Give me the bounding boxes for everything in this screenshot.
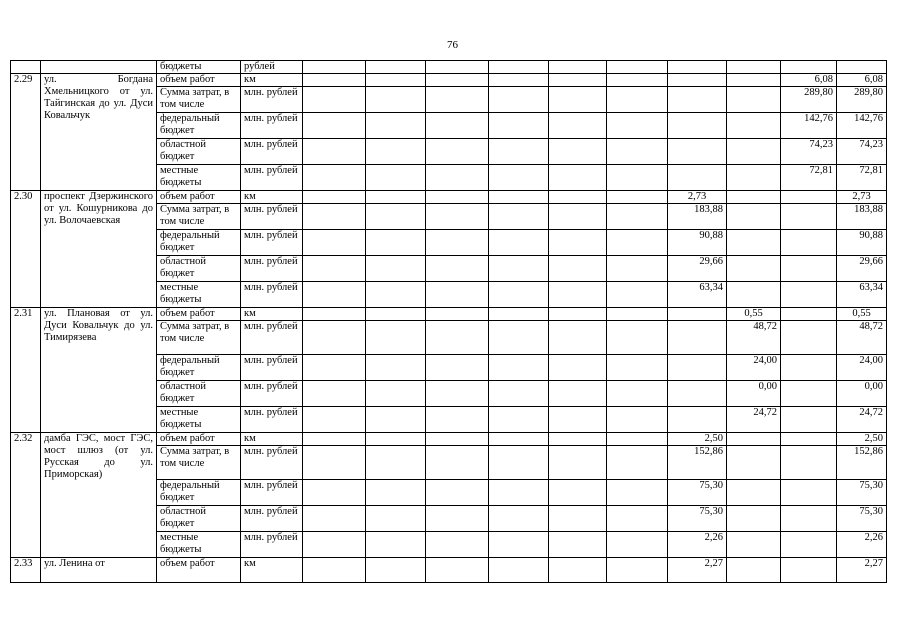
- indicator-cell: федеральный бюджет: [157, 355, 241, 381]
- empty-cell: [781, 407, 837, 433]
- empty-cell: [607, 282, 668, 308]
- empty-cell: [366, 407, 426, 433]
- unit-cell: млн. рублей: [241, 381, 303, 407]
- empty-cell: [303, 433, 366, 446]
- empty-cell: [727, 74, 781, 87]
- value-cell: 152,86: [668, 446, 727, 480]
- unit-cell: км: [241, 433, 303, 446]
- empty-cell: [489, 256, 549, 282]
- empty-cell: [727, 191, 781, 204]
- empty-cell: [607, 74, 668, 87]
- indicator-cell: местные бюджеты: [157, 532, 241, 558]
- empty-cell: [549, 191, 607, 204]
- empty-cell: [489, 433, 549, 446]
- unit-cell: млн. рублей: [241, 113, 303, 139]
- empty-cell: [489, 446, 549, 480]
- empty-cell: [489, 113, 549, 139]
- empty-cell: [727, 480, 781, 506]
- value-cell: 0,55: [727, 308, 781, 321]
- empty-cell: [426, 407, 489, 433]
- indicator-cell: Сумма затрат, в том числе: [157, 87, 241, 113]
- address-cell: ул. Ленина от: [41, 558, 157, 583]
- value-cell: 74,23: [781, 139, 837, 165]
- empty-cell: [781, 256, 837, 282]
- empty-cell: [668, 321, 727, 355]
- empty-cell: [489, 87, 549, 113]
- empty-cell: [426, 165, 489, 191]
- empty-cell: [727, 204, 781, 230]
- empty-cell: [489, 407, 549, 433]
- total-cell: 183,88: [837, 204, 887, 230]
- empty-cell: [549, 204, 607, 230]
- table-row: [11, 191, 887, 204]
- empty-cell: [303, 446, 366, 480]
- empty-cell: [549, 308, 607, 321]
- empty-cell: [489, 74, 549, 87]
- value-cell: 75,30: [668, 506, 727, 532]
- empty-cell: [426, 256, 489, 282]
- empty-cell: [489, 165, 549, 191]
- indicator-cell: объем работ: [157, 191, 241, 204]
- empty-cell: [489, 139, 549, 165]
- empty-cell: [607, 446, 668, 480]
- empty-cell: [781, 381, 837, 407]
- row-number: 2.29: [11, 74, 41, 191]
- row-number: 2.30: [11, 191, 41, 308]
- table-row: [11, 433, 887, 446]
- empty-cell: [303, 321, 366, 355]
- empty-cell: [489, 191, 549, 204]
- unit-cell: км: [241, 558, 303, 583]
- total-cell: 6,08: [837, 74, 887, 87]
- empty-cell: [426, 230, 489, 256]
- empty-cell: [489, 204, 549, 230]
- empty-cell: [426, 433, 489, 446]
- empty-cell: [549, 355, 607, 381]
- unit-cell: млн. рублей: [241, 204, 303, 230]
- empty-cell: [549, 480, 607, 506]
- empty-cell: [727, 446, 781, 480]
- empty-cell: [607, 139, 668, 165]
- empty-cell: [426, 446, 489, 480]
- unit-cell: млн. рублей: [241, 139, 303, 165]
- empty-cell: [303, 532, 366, 558]
- empty-cell: [426, 480, 489, 506]
- address-cell: дамба ГЭС, мост ГЭС, мост шлюз (от ул. Русская до ул. Приморская): [41, 433, 157, 558]
- total-cell: 2,50: [837, 433, 887, 446]
- table-row: [11, 74, 887, 87]
- empty-cell: [303, 113, 366, 139]
- empty-cell: [303, 308, 366, 321]
- empty-cell: [607, 558, 668, 583]
- empty-cell: [303, 139, 366, 165]
- total-cell: 0,00: [837, 381, 887, 407]
- empty-cell: [426, 532, 489, 558]
- empty-cell: [366, 308, 426, 321]
- value-cell: 72,81: [781, 165, 837, 191]
- indicator-cell: областной бюджет: [157, 256, 241, 282]
- indicator-cell: Сумма затрат, в том числе: [157, 446, 241, 480]
- unit-cell: млн. рублей: [241, 480, 303, 506]
- unit-cell: млн. рублей: [241, 282, 303, 308]
- empty-cell: [607, 506, 668, 532]
- page-number: 76: [447, 39, 458, 51]
- value-cell: 90,88: [668, 230, 727, 256]
- empty-cell: [303, 355, 366, 381]
- empty-cell: [668, 113, 727, 139]
- address-cell: ул. Плановая от ул. Дуси Ковальчук до ул. Тимирязева: [41, 308, 157, 433]
- empty-cell: [781, 321, 837, 355]
- empty-cell: [668, 308, 727, 321]
- empty-cell: [781, 506, 837, 532]
- empty-cell: [607, 433, 668, 446]
- total-cell: 24,00: [837, 355, 887, 381]
- unit-cell: км: [241, 308, 303, 321]
- value-cell: 183,88: [668, 204, 727, 230]
- empty-cell: [549, 74, 607, 87]
- value-cell: 6,08: [781, 74, 837, 87]
- empty-cell: [607, 256, 668, 282]
- empty-cell: [668, 355, 727, 381]
- empty-cell: [727, 433, 781, 446]
- empty-cell: [727, 113, 781, 139]
- indicator-cell: объем работ: [157, 433, 241, 446]
- empty-cell: [607, 407, 668, 433]
- empty-cell: [366, 230, 426, 256]
- total-cell: 289,80: [837, 87, 887, 113]
- unit-cell: млн. рублей: [241, 446, 303, 480]
- value-cell: 289,80: [781, 87, 837, 113]
- empty-cell: [727, 87, 781, 113]
- unit-cell: млн. рублей: [241, 355, 303, 381]
- empty-cell: [781, 558, 837, 583]
- indicator-cell: федеральный бюджет: [157, 113, 241, 139]
- empty-cell: [426, 74, 489, 87]
- indicator-cell: Сумма затрат, в том числе: [157, 321, 241, 355]
- indicator-cell: областной бюджет: [157, 139, 241, 165]
- address-cell: ул. Богдана Хмельницкого от ул. Тайгинская до ул. Дуси Ковальчук: [41, 74, 157, 191]
- empty-cell: [668, 74, 727, 87]
- table-row: [11, 308, 887, 321]
- empty-cell: [781, 355, 837, 381]
- empty-cell: [426, 308, 489, 321]
- empty-cell: [489, 480, 549, 506]
- indicator-cell: объем работ: [157, 558, 241, 583]
- empty-cell: [366, 321, 426, 355]
- total-cell: 2,73: [837, 191, 887, 204]
- empty-cell: [549, 381, 607, 407]
- empty-cell: [489, 230, 549, 256]
- indicator-cell: местные бюджеты: [157, 165, 241, 191]
- empty-cell: [549, 321, 607, 355]
- empty-cell: [549, 532, 607, 558]
- total-cell: 29,66: [837, 256, 887, 282]
- empty-cell: [668, 165, 727, 191]
- empty-cell: [426, 558, 489, 583]
- empty-cell: [489, 321, 549, 355]
- empty-cell: [366, 506, 426, 532]
- empty-cell: [549, 433, 607, 446]
- total-cell: 24,72: [837, 407, 887, 433]
- empty-cell: [781, 480, 837, 506]
- indicator-cell: областной бюджет: [157, 381, 241, 407]
- empty-cell: [607, 165, 668, 191]
- empty-cell: [489, 532, 549, 558]
- empty-cell: [303, 506, 366, 532]
- total-cell: 2,26: [837, 532, 887, 558]
- empty-cell: [727, 282, 781, 308]
- total-cell: 75,30: [837, 480, 887, 506]
- empty-cell: [303, 230, 366, 256]
- empty-cell: [303, 256, 366, 282]
- empty-cell: [781, 532, 837, 558]
- total-cell: 63,34: [837, 282, 887, 308]
- empty-cell: [549, 165, 607, 191]
- empty-cell: [366, 381, 426, 407]
- empty-cell: [366, 165, 426, 191]
- empty-cell: [668, 139, 727, 165]
- total-cell: 90,88: [837, 230, 887, 256]
- empty-cell: [549, 113, 607, 139]
- total-cell: 2,27: [837, 558, 887, 583]
- empty-cell: [727, 165, 781, 191]
- indicator-cell: бюджеты: [157, 61, 241, 74]
- empty-cell: [426, 87, 489, 113]
- total-cell: 72,81: [837, 165, 887, 191]
- empty-cell: [607, 308, 668, 321]
- empty-cell: [426, 139, 489, 165]
- empty-cell: [426, 381, 489, 407]
- empty-cell: [489, 506, 549, 532]
- unit-cell: млн. рублей: [241, 506, 303, 532]
- empty-cell: [668, 407, 727, 433]
- value-cell: 2,50: [668, 433, 727, 446]
- empty-cell: [489, 355, 549, 381]
- empty-cell: [668, 87, 727, 113]
- empty-cell: [607, 204, 668, 230]
- empty-cell: [727, 139, 781, 165]
- empty-cell: [426, 113, 489, 139]
- unit-cell: млн. рублей: [241, 165, 303, 191]
- empty-cell: [366, 87, 426, 113]
- empty-cell: [607, 381, 668, 407]
- value-cell: 63,34: [668, 282, 727, 308]
- empty-cell: [366, 480, 426, 506]
- empty-cell: [426, 191, 489, 204]
- empty-cell: [426, 355, 489, 381]
- indicator-cell: федеральный бюджет: [157, 230, 241, 256]
- empty-cell: [426, 282, 489, 308]
- empty-cell: [549, 506, 607, 532]
- indicator-cell: Сумма затрат, в том числе: [157, 204, 241, 230]
- empty-cell: [366, 74, 426, 87]
- empty-cell: [607, 191, 668, 204]
- value-cell: 2,73: [668, 191, 727, 204]
- empty-cell: [303, 558, 366, 583]
- unit-cell: млн. рублей: [241, 230, 303, 256]
- empty-cell: [366, 558, 426, 583]
- empty-cell: [366, 113, 426, 139]
- total-cell: 48,72: [837, 321, 887, 355]
- value-cell: 75,30: [668, 480, 727, 506]
- unit-cell: млн. рублей: [241, 256, 303, 282]
- indicator-cell: местные бюджеты: [157, 282, 241, 308]
- empty-cell: [366, 433, 426, 446]
- empty-cell: [549, 282, 607, 308]
- empty-cell: [366, 191, 426, 204]
- unit-cell: рублей: [241, 61, 303, 74]
- empty-cell: [489, 558, 549, 583]
- empty-cell: [366, 446, 426, 480]
- empty-cell: [607, 321, 668, 355]
- empty-cell: [727, 532, 781, 558]
- empty-cell: [607, 532, 668, 558]
- empty-cell: [549, 139, 607, 165]
- indicator-cell: федеральный бюджет: [157, 480, 241, 506]
- empty-cell: [303, 480, 366, 506]
- empty-cell: [426, 321, 489, 355]
- total-cell: 74,23: [837, 139, 887, 165]
- program-table: [10, 60, 887, 583]
- empty-cell: [366, 532, 426, 558]
- indicator-cell: местные бюджеты: [157, 407, 241, 433]
- empty-cell: [303, 282, 366, 308]
- unit-cell: км: [241, 74, 303, 87]
- indicator-cell: областной бюджет: [157, 506, 241, 532]
- empty-cell: [549, 558, 607, 583]
- address-cell: проспект Дзержинского от ул. Кошурникова до ул. Волочаевская: [41, 191, 157, 308]
- value-cell: 2,27: [668, 558, 727, 583]
- empty-cell: [727, 506, 781, 532]
- empty-cell: [303, 165, 366, 191]
- indicator-cell: объем работ: [157, 74, 241, 87]
- total-cell: 0,55: [837, 308, 887, 321]
- empty-cell: [549, 87, 607, 113]
- empty-cell: [781, 191, 837, 204]
- empty-cell: [303, 74, 366, 87]
- total-cell: 152,86: [837, 446, 887, 480]
- empty-cell: [303, 407, 366, 433]
- empty-cell: [489, 308, 549, 321]
- empty-cell: [727, 558, 781, 583]
- row-number: 2.32: [11, 433, 41, 558]
- unit-cell: млн. рублей: [241, 321, 303, 355]
- empty-cell: [607, 113, 668, 139]
- empty-cell: [781, 433, 837, 446]
- empty-cell: [303, 191, 366, 204]
- empty-cell: [303, 204, 366, 230]
- empty-cell: [549, 407, 607, 433]
- value-cell: 2,26: [668, 532, 727, 558]
- empty-cell: [366, 355, 426, 381]
- empty-cell: [607, 355, 668, 381]
- empty-cell: [426, 506, 489, 532]
- empty-cell: [549, 446, 607, 480]
- value-cell: 24,00: [727, 355, 781, 381]
- indicator-cell: объем работ: [157, 308, 241, 321]
- unit-cell: млн. рублей: [241, 407, 303, 433]
- value-cell: 142,76: [781, 113, 837, 139]
- empty-cell: [607, 480, 668, 506]
- empty-cell: [489, 381, 549, 407]
- empty-cell: [668, 381, 727, 407]
- empty-cell: [607, 230, 668, 256]
- empty-cell: [549, 230, 607, 256]
- empty-cell: [781, 446, 837, 480]
- unit-cell: млн. рублей: [241, 532, 303, 558]
- unit-cell: км: [241, 191, 303, 204]
- empty-cell: [303, 381, 366, 407]
- empty-cell: [426, 204, 489, 230]
- empty-cell: [781, 204, 837, 230]
- empty-cell: [366, 256, 426, 282]
- table-row: [11, 558, 887, 583]
- value-cell: 0,00: [727, 381, 781, 407]
- empty-cell: [366, 139, 426, 165]
- value-cell: 24,72: [727, 407, 781, 433]
- empty-cell: [366, 204, 426, 230]
- empty-cell: [549, 256, 607, 282]
- row-number: 2.31: [11, 308, 41, 433]
- value-cell: 29,66: [668, 256, 727, 282]
- empty-cell: [366, 282, 426, 308]
- empty-cell: [607, 87, 668, 113]
- table-row: [11, 61, 887, 74]
- empty-cell: [781, 308, 837, 321]
- total-cell: 75,30: [837, 506, 887, 532]
- total-cell: 142,76: [837, 113, 887, 139]
- value-cell: 48,72: [727, 321, 781, 355]
- empty-cell: [781, 282, 837, 308]
- empty-cell: [781, 230, 837, 256]
- unit-cell: млн. рублей: [241, 87, 303, 113]
- empty-cell: [727, 256, 781, 282]
- empty-cell: [727, 230, 781, 256]
- empty-cell: [489, 282, 549, 308]
- row-number: 2.33: [11, 558, 41, 583]
- empty-cell: [303, 87, 366, 113]
